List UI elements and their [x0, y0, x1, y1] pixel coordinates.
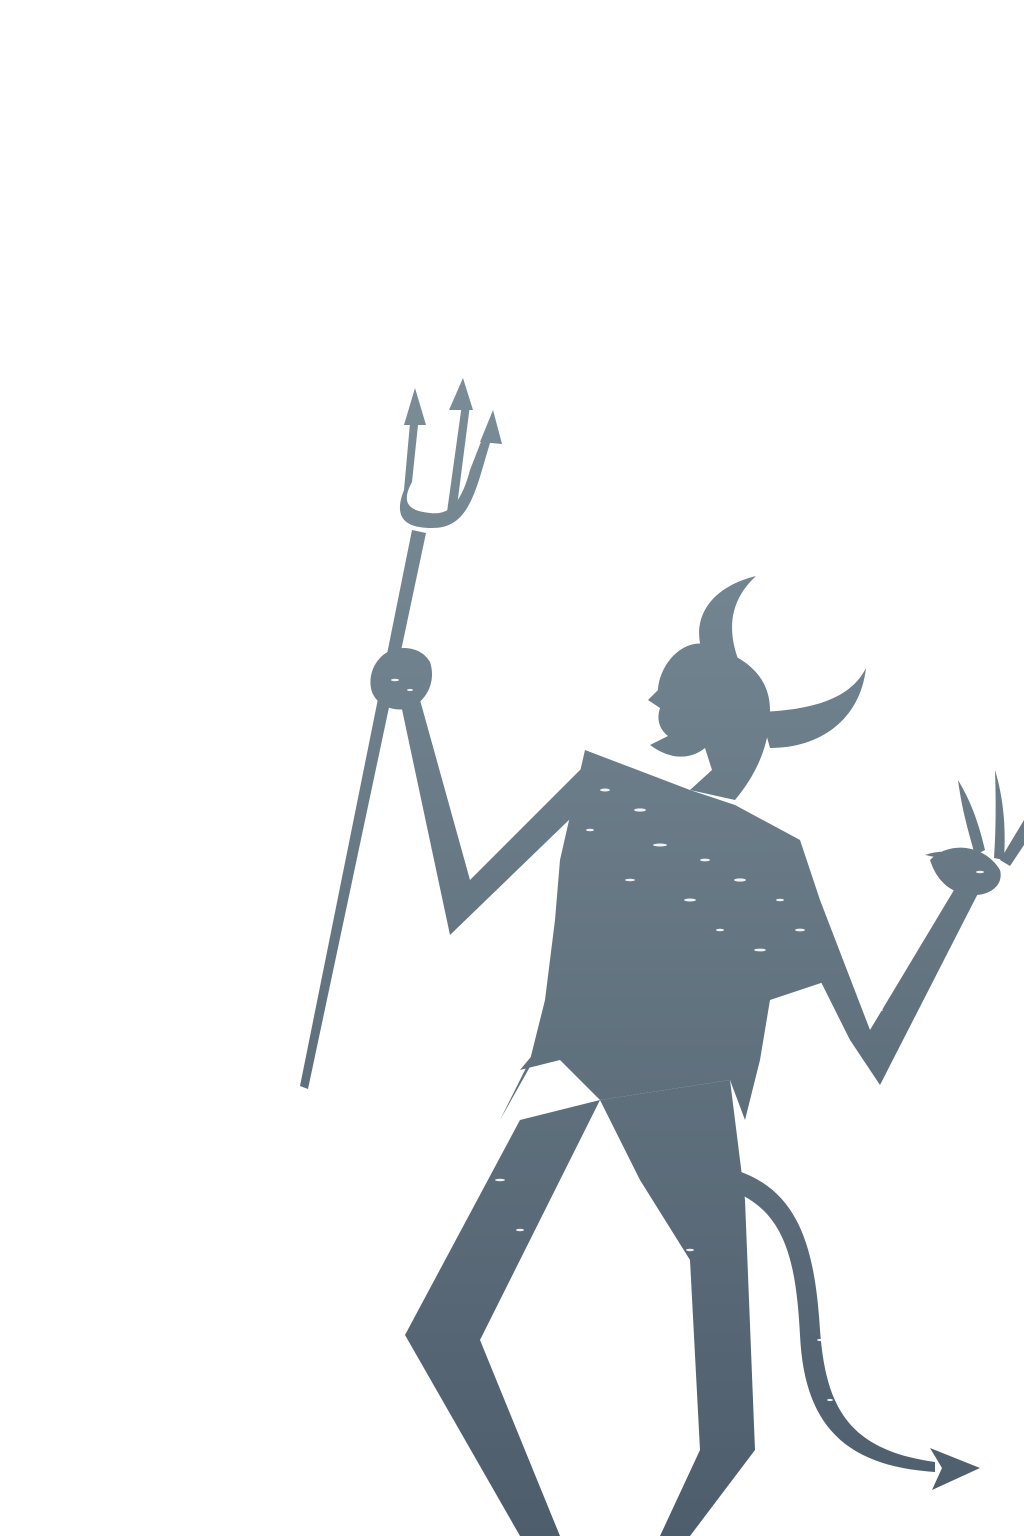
- devil-finger: [994, 770, 1005, 860]
- pitchfork-tip-middle: [449, 378, 473, 410]
- pitchfork-tip-left: [404, 388, 426, 425]
- pitchfork-tip-right: [480, 410, 502, 444]
- devil-left-leg: [405, 1100, 600, 1536]
- devil-horn-right: [760, 668, 866, 748]
- devil-tail: [730, 1170, 935, 1472]
- devil-horn-left: [699, 576, 756, 664]
- devil-finger: [958, 780, 985, 855]
- devil-head: [648, 644, 770, 800]
- pitchfork-shaft: [300, 530, 426, 1089]
- pitchfork-head: [400, 423, 492, 528]
- devil-tail-tip: [930, 1448, 980, 1490]
- devil-right-leg: [600, 1080, 755, 1536]
